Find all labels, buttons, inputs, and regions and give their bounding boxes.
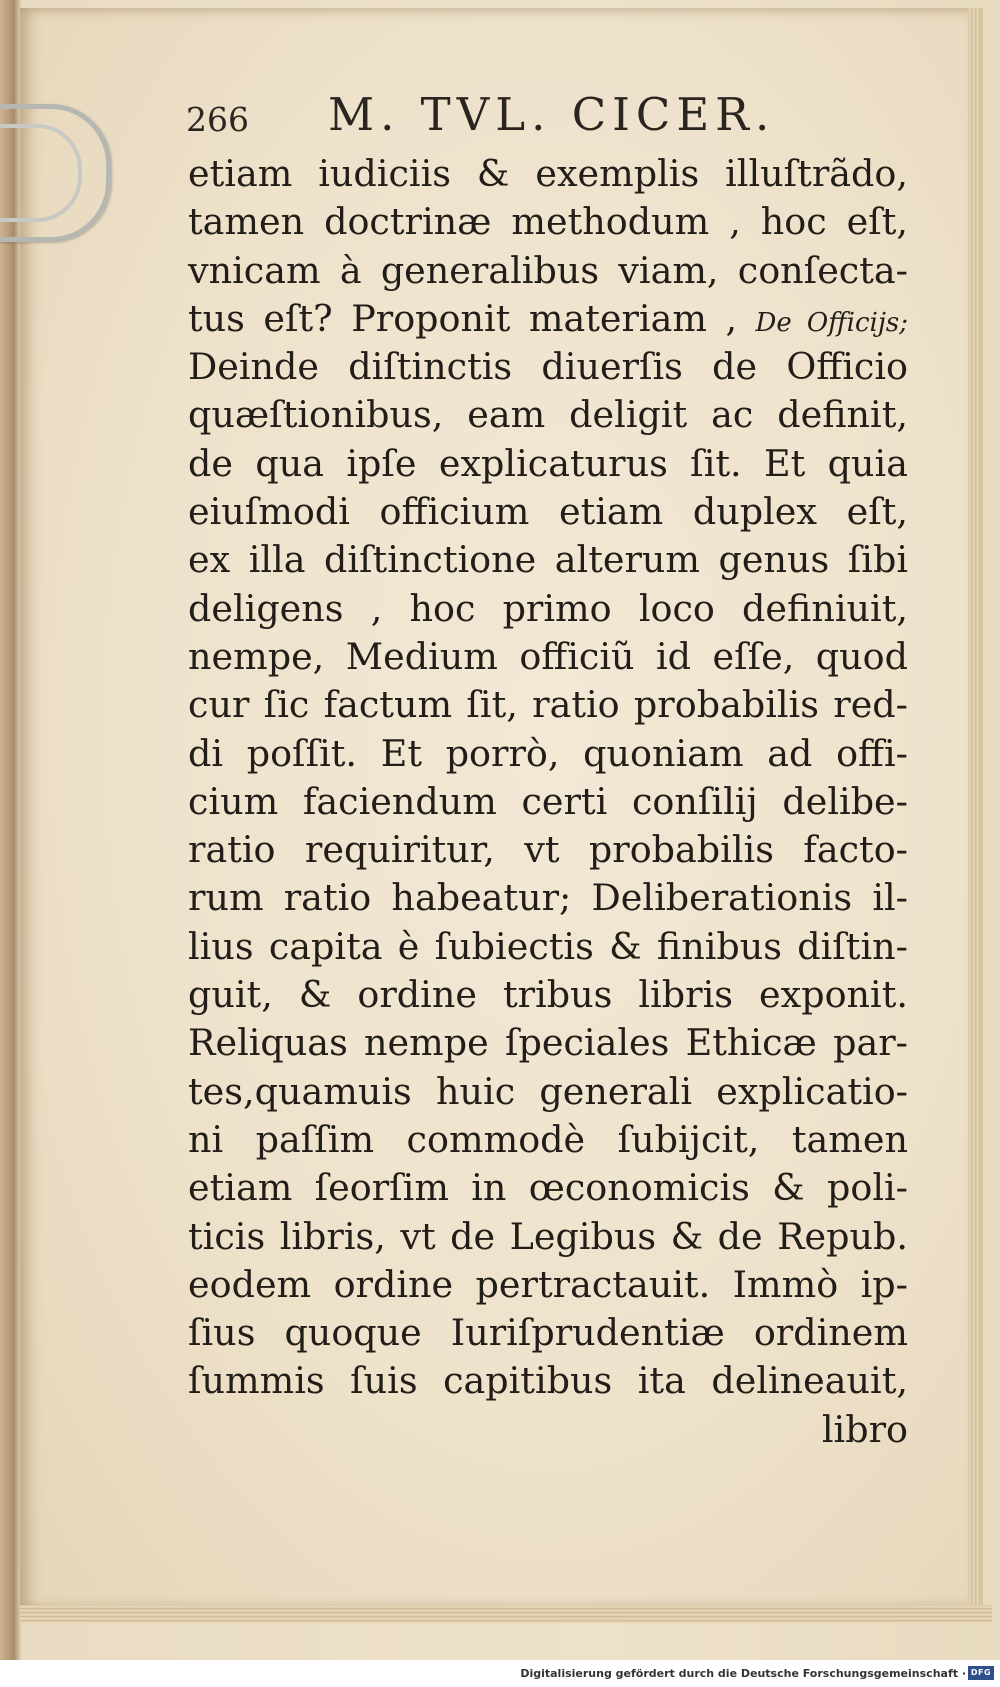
text-line: tamen doctrinæ methodum , hoc eſt, [188,200,908,244]
text-line: eiuſmodi officium etiam duplex eſt, [188,490,908,534]
text-line: cur ſic factum ſit, ratio probabilis red- [188,683,908,727]
paper-clip-inner-loop [0,124,82,222]
text-line: eodem ordine pertractauit. Immò ip- [188,1262,908,1306]
dfg-logo: DFG [968,1666,994,1680]
text-line: de qua ipſe explicaturus ſit. Et quia [188,441,908,485]
text-line: etiam ſeorſim in œconomicis & poli- [188,1166,908,1210]
running-head: M. TVL. CICER. [328,88,776,141]
text-line: tes,quamuis huic generali explicatio- [188,1069,908,1113]
text-line: lius capita è ſubiectis & finibus diſtin- [188,924,908,968]
text-line: nempe, Medium officiũ id eſſe, quod [188,634,908,678]
text-line: di poſſit. Et porrò, quoniam ad offi- [188,731,908,775]
text-line: deligens , hoc primo loco definiuit, [188,586,908,630]
text-line-roman: tus eſt? Proponit materiam , [188,296,738,340]
text-line: ni paſſim commodè ſubijcit, tamen [188,1117,908,1161]
text-line-italic: De Officijs; [755,307,909,338]
text-line: rum ratio habeatur; Deliberationis il- [188,876,908,920]
text-line: etiam iudiciis & exemplis illuſtrãdo, [188,152,908,195]
text-line-mixed [188,295,908,343]
text-line: ſius quoque Iuriſprudentiæ ordinem [188,1311,908,1355]
funding-credit: Digitalisierung gefördert durch die Deutsche Forschungsgemeinschaft · [520,1667,966,1680]
footer-bar [0,1660,1000,1687]
text-line: cium faciendum certi conſilij delibe- [188,779,908,823]
text-line: guit, & ordine tribus libris exponit. [188,973,908,1017]
text-line: ex illa diſtinctione alterum genus ſibi [188,538,908,582]
text-line: Deinde diſtinctis diuerſis de Officio [188,345,908,389]
text-line: ticis libris, vt de Legibus & de Repub. [188,1214,908,1258]
text-line: Reliquas nempe ſpeciales Ethicæ par- [188,1021,908,1065]
page-fore-edge [968,8,980,1610]
text-block [188,150,908,1454]
catchword: libro [821,1407,908,1451]
page-bottom-edge [20,1605,992,1623]
page-number: 266 [186,100,249,139]
text-line: vnicam à generalibus viam, conſecta- [188,248,908,292]
text-line: ſummis ſuis capitibus ita delineauit, [188,1359,908,1403]
text-line: quæſtionibus, eam deligit ac definit, [188,393,908,437]
page-header [186,88,826,148]
text-line: ratio requiritur, vt probabilis facto- [188,828,908,872]
